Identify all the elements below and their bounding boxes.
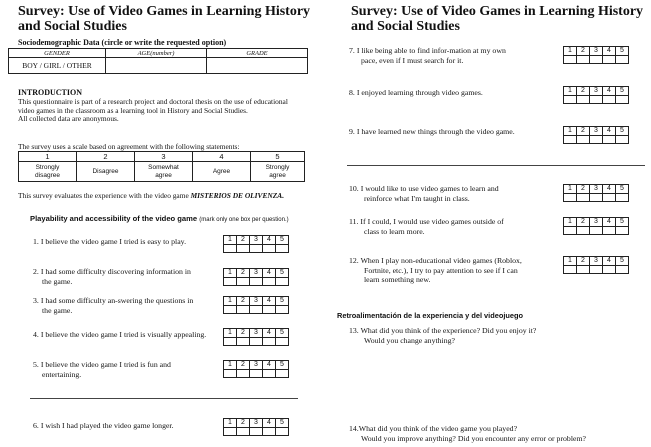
rating-option[interactable]: 1	[564, 87, 577, 96]
rating-option[interactable]: 5	[616, 87, 629, 96]
age-field[interactable]	[106, 58, 207, 74]
rating-option[interactable]: 3	[590, 127, 603, 136]
rating-option[interactable]: 2	[577, 185, 590, 194]
rating-option[interactable]: 3	[590, 87, 603, 96]
question-5: 5. I believe the video game I tried is fun and entertaining.	[33, 360, 171, 379]
age-header: AGE(number)	[106, 49, 207, 58]
scale-intro: The survey uses a scale based on agreement with the following statements:	[18, 142, 240, 151]
rating-option[interactable]: 5	[276, 329, 289, 338]
rating-option[interactable]: 3	[250, 236, 263, 245]
rating-option[interactable]: 1	[564, 47, 577, 56]
rating-option[interactable]: 2	[577, 47, 590, 56]
question-6: 6. I wish I had played the video game longer.	[33, 421, 174, 430]
rating-option[interactable]: 5	[276, 269, 289, 278]
rating-boxes-q8[interactable]	[563, 86, 629, 104]
rating-option[interactable]: 4	[603, 47, 616, 56]
question-2: 2. I had some difficulty discovering information in the game.	[33, 267, 191, 286]
rating-option[interactable]: 1	[564, 185, 577, 194]
intro-heading: INTRODUCTION	[18, 88, 83, 97]
rating-option[interactable]: 5	[276, 297, 289, 306]
rating-boxes-q5[interactable]	[223, 360, 289, 378]
grade-header: GRADE	[207, 49, 308, 58]
rating-option[interactable]: 2	[577, 127, 590, 136]
rating-option[interactable]: 4	[263, 329, 276, 338]
rating-option[interactable]: 4	[263, 236, 276, 245]
rating-boxes-q1[interactable]	[223, 235, 289, 253]
sociodemographic-heading: Sociodemographic Data (circle or write the requested option)	[18, 38, 227, 47]
question-11: 11. If I could, I would use video games outside of class to learn more.	[349, 217, 504, 236]
rating-boxes-q10[interactable]	[563, 184, 629, 202]
rating-option[interactable]: 3	[250, 361, 263, 370]
rating-option[interactable]: 2	[577, 218, 590, 227]
answer-area-q13[interactable]	[361, 350, 641, 420]
rating-option[interactable]: 2	[577, 87, 590, 96]
rating-option[interactable]: 5	[616, 257, 629, 266]
rating-option[interactable]: 5	[616, 218, 629, 227]
rating-option[interactable]: 2	[237, 297, 250, 306]
rating-option[interactable]: 3	[590, 185, 603, 194]
page-divider	[30, 398, 298, 399]
survey-title: Survey: Use of Video Games in Learning History and Social Studies	[351, 4, 644, 34]
game-name: MISTERIOS DE OLIVENZA.	[190, 191, 285, 200]
rating-option[interactable]: 4	[603, 87, 616, 96]
sociodemographic-table	[8, 48, 308, 74]
rating-option[interactable]: 3	[250, 269, 263, 278]
rating-option[interactable]: 1	[564, 218, 577, 227]
rating-boxes-q12[interactable]	[563, 256, 629, 274]
rating-option[interactable]: 4	[263, 419, 276, 428]
rating-option[interactable]: 3	[590, 257, 603, 266]
section-heading: Playability and accessibility of the video game (mark only one box per question.)	[30, 214, 289, 223]
rating-boxes-q9[interactable]	[563, 126, 629, 144]
rating-option[interactable]: 3	[250, 297, 263, 306]
rating-option[interactable]: 4	[263, 361, 276, 370]
rating-option[interactable]: 2	[237, 419, 250, 428]
rating-option[interactable]: 4	[603, 257, 616, 266]
scale-label: Strongly agree	[251, 162, 305, 182]
rating-option[interactable]: 1	[224, 269, 237, 278]
question-14: 14.What did you think of the video game you played? Would you improve anything? Did you encounter any error or problem?	[349, 424, 586, 443]
rating-option[interactable]: 5	[276, 419, 289, 428]
rating-option[interactable]: 1	[224, 361, 237, 370]
scale-number: 4	[193, 152, 251, 162]
scale-number: 5	[251, 152, 305, 162]
rating-option[interactable]: 4	[263, 269, 276, 278]
scale-number: 2	[77, 152, 135, 162]
rating-option[interactable]: 4	[603, 218, 616, 227]
gender-options[interactable]: BOY / GIRL / OTHER	[9, 58, 106, 74]
question-10: 10. I would like to use video games to learn and reinforce what I'm taught in class.	[349, 184, 499, 203]
rating-option[interactable]: 1	[224, 419, 237, 428]
rating-option[interactable]: 4	[263, 297, 276, 306]
intro-paragraph: This questionnaire is part of a research project and doctoral thesis on the use of educational video games in the classroom as a learning tool in History and Social Studies. All collected data are anonymous.	[18, 97, 288, 124]
rating-option[interactable]: 2	[237, 236, 250, 245]
rating-option[interactable]: 3	[590, 218, 603, 227]
rating-boxes-q6[interactable]	[223, 418, 289, 436]
rating-option[interactable]: 4	[603, 185, 616, 194]
question-12: 12. When I play non-educational video games (Roblox, Fortnite, etc.), I try to pay attention to see if I can learn something new.	[349, 256, 522, 285]
rating-option[interactable]: 5	[616, 47, 629, 56]
gender-header: GENDER	[9, 49, 106, 58]
question-4: 4. I believe the video game I tried is visually appealing.	[33, 330, 207, 339]
grade-field[interactable]	[207, 58, 308, 74]
rating-option[interactable]: 2	[237, 361, 250, 370]
scale-table	[18, 151, 305, 182]
rating-boxes-q4[interactable]	[223, 328, 289, 346]
question-7: 7. I like being able to find infor-mation at my own pace, even if I must search for it.	[349, 46, 506, 65]
scale-label: Disagree	[77, 162, 135, 182]
scale-number: 3	[135, 152, 193, 162]
rating-option[interactable]: 2	[237, 329, 250, 338]
rating-option[interactable]: 2	[577, 257, 590, 266]
question-1: 1. I believe the video game I tried is easy to play.	[33, 237, 187, 246]
left-page	[0, 0, 318, 447]
rating-boxes-q11[interactable]	[563, 217, 629, 235]
rating-option[interactable]: 1	[564, 127, 577, 136]
right-page	[331, 0, 651, 447]
question-13: 13. What did you think of the experience? Did you enjoy it? Would you change anything?	[349, 326, 537, 345]
feedback-heading: Retroalimentación de la experiencia y del videojuego	[337, 311, 524, 320]
rating-option[interactable]: 3	[590, 47, 603, 56]
question-9: 9. I have learned new things through the video game.	[349, 127, 515, 136]
survey-title: Survey: Use of Video Games in Learning History and Social Studies	[18, 4, 311, 34]
rating-boxes-q7[interactable]	[563, 46, 629, 64]
rating-option[interactable]: 1	[224, 329, 237, 338]
rating-option[interactable]: 1	[564, 257, 577, 266]
rating-option[interactable]: 5	[276, 361, 289, 370]
scale-label: Strongly disagree	[19, 162, 77, 182]
scale-label: Agree	[193, 162, 251, 182]
rating-option[interactable]: 5	[616, 127, 629, 136]
scale-label: Somewhat agree	[135, 162, 193, 182]
rating-option[interactable]: 5	[276, 236, 289, 245]
rating-option[interactable]: 3	[250, 329, 263, 338]
question-8: 8. I enjoyed learning through video games.	[349, 88, 483, 97]
rating-option[interactable]: 2	[237, 269, 250, 278]
rating-boxes-q2[interactable]	[223, 268, 289, 286]
evaluates-text: This survey evaluates the experience with the video game MISTERIOS DE OLIVENZA.	[18, 191, 285, 200]
rating-option[interactable]: 1	[224, 297, 237, 306]
rating-boxes-q3[interactable]	[223, 296, 289, 314]
page-divider	[347, 165, 645, 166]
rating-option[interactable]: 3	[250, 419, 263, 428]
rating-option[interactable]: 5	[616, 185, 629, 194]
scale-number: 1	[19, 152, 77, 162]
rating-option[interactable]: 4	[603, 127, 616, 136]
rating-option[interactable]: 1	[224, 236, 237, 245]
question-3: 3. I had some difficulty an-swering the questions in the game.	[33, 296, 194, 315]
